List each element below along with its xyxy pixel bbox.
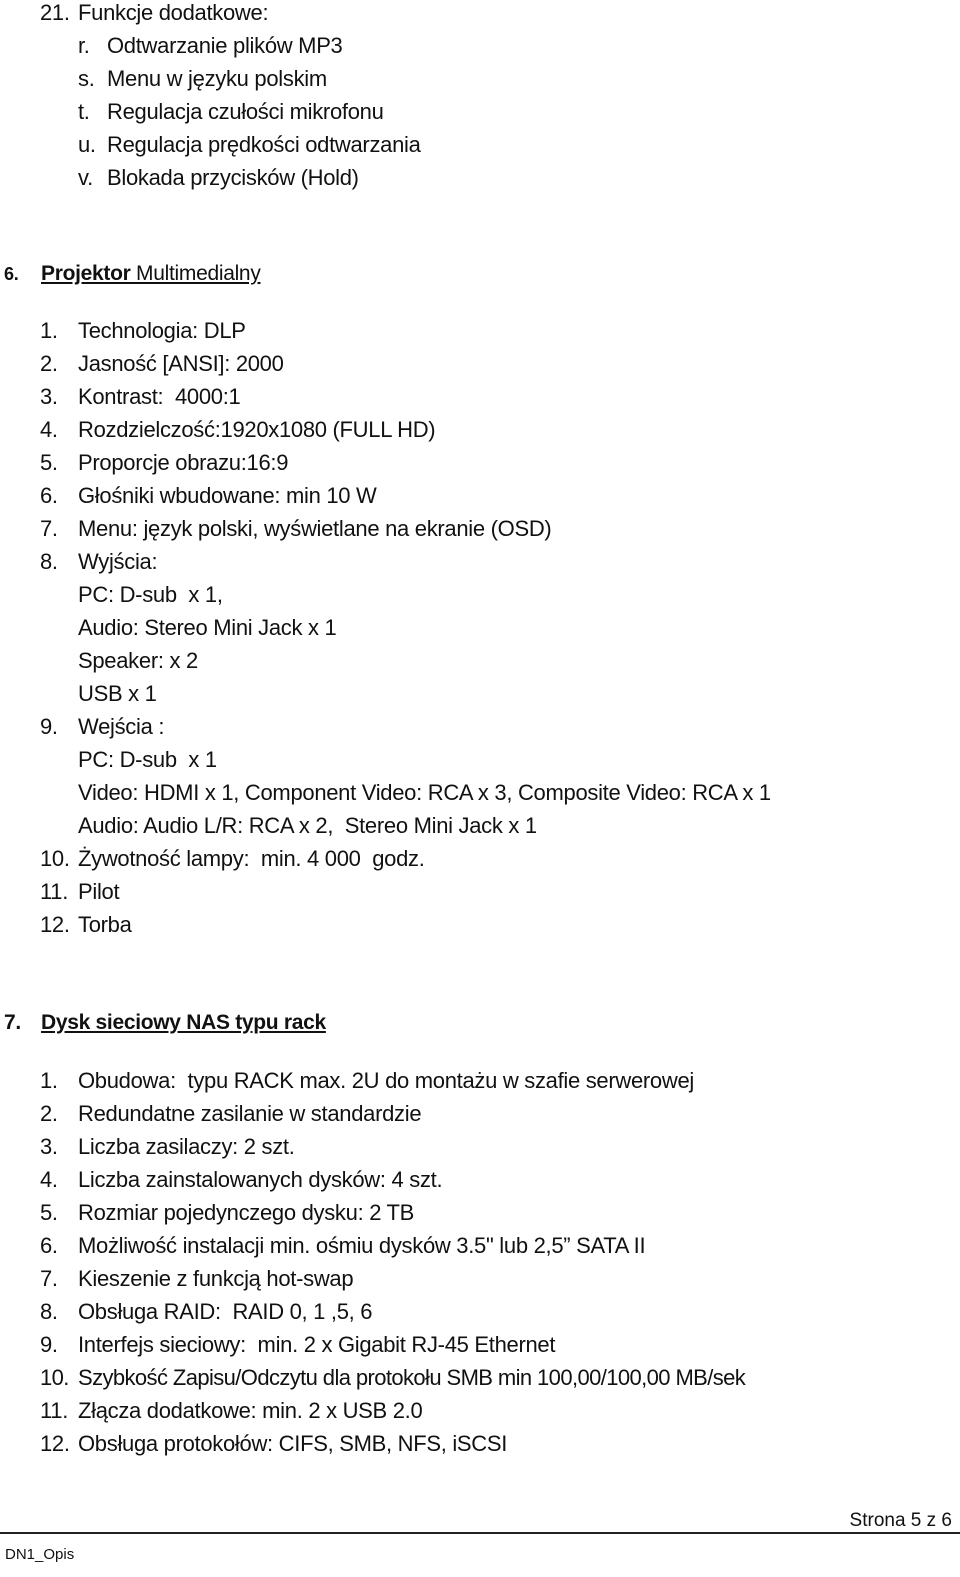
item-number: 4. [40,1167,58,1192]
item-text: Żywotność lampy: min. 4 000 godz. [78,846,425,871]
item-number: 7. [40,516,58,541]
item-text: Audio: Audio L/R: RCA x 2, Stereo Mini Jack x 1 [78,813,537,838]
section-number: 6. [4,264,19,284]
item-text: Głośniki wbudowane: min 10 W [78,483,377,508]
item-number: 11. [40,879,69,904]
item-text: Rozdzielczość:1920x1080 (FULL HD) [78,417,436,442]
item-text: Technologia: DLP [78,318,246,343]
item-number: 6. [40,483,58,508]
item-text: Menu: język polski, wyświetlane na ekranie (OSD) [78,516,552,541]
section-number: 7. [4,1011,21,1034]
item-number: 6. [40,1233,58,1258]
item-number: 3. [40,1134,58,1159]
item-number: 5. [40,1200,58,1225]
item-number: 2. [40,1101,58,1126]
item-number: 9. [40,1332,58,1357]
item-text: Możliwość instalacji min. ośmiu dysków 3.5" lub 2,5” SATA II [78,1233,646,1258]
item-text: Liczba zasilaczy: 2 szt. [78,1134,295,1159]
sub-item-letter: t. [78,99,90,124]
footer-divider [0,1532,960,1534]
item-text: Liczba zainstalowanych dysków: 4 szt. [78,1167,443,1192]
item-number: 3. [40,384,58,409]
item-number: 10. [40,846,70,871]
document-name: DN1_Opis [5,1546,75,1563]
item-number: 5. [40,450,58,475]
item-text: Obsługa protokołów: CIFS, SMB, NFS, iSCSI [78,1431,508,1456]
item-text: Interfejs sieciowy: min. 2 x Gigabit RJ-45 Ethernet [78,1332,556,1357]
item-text: USB x 1 [78,681,157,706]
item-number: 2. [40,351,58,376]
item-number: 4. [40,417,58,442]
item-text: Audio: Stereo Mini Jack x 1 [78,615,337,640]
item-text: Wyjścia: [78,549,158,574]
sub-item-letter: r. [78,33,90,58]
item-text: Torba [78,912,132,937]
item-number: 12. [40,912,70,937]
item-number: 8. [40,1299,58,1324]
item-text: Wejścia : [78,714,165,739]
item-text: Funkcje dodatkowe: [78,0,269,25]
item-number: 9. [40,714,58,739]
section-title [41,261,261,287]
page-number: Strona 5 z 6 [849,1510,952,1531]
item-text: Obsługa RAID: RAID 0, 1 ,5, 6 [78,1299,373,1324]
section-title: Dysk sieciowy NAS typu rack [41,1011,326,1034]
item-text: Pilot [78,879,120,904]
sub-item-letter: s. [78,66,95,91]
item-text: Video: HDMI x 1, Component Video: RCA x 3, Composite Video: RCA x 1 [78,780,771,805]
item-text: Kontrast: 4000:1 [78,384,241,409]
item-text: Obudowa: typu RACK max. 2U do montażu w szafie serwerowej [78,1068,694,1093]
item-number: 12. [40,1431,70,1456]
item-text: PC: D-sub x 1, [78,582,223,607]
item-number: 7. [40,1266,58,1291]
item-number: 11. [40,1398,69,1423]
item-text: PC: D-sub x 1 [78,747,217,772]
item-text: Szybkość Zapisu/Odczytu dla protokołu SMB min 100,00/100,00 MB/sek [78,1365,746,1390]
item-text: Rozmiar pojedynczego dysku: 2 TB [78,1200,415,1225]
item-text: Kieszenie z funkcją hot-swap [78,1266,354,1291]
sub-item-text: Menu w języku polskim [107,66,327,91]
item-text: Speaker: x 2 [78,648,198,673]
item-text: Proporcje obrazu:16:9 [78,450,289,475]
sub-item-text: Regulacja prędkości odtwarzania [107,132,421,157]
section-title-rest: Multimedialny [130,262,261,285]
item-text: Jasność [ANSI]: 2000 [78,351,284,376]
sub-item-letter: v. [78,165,93,190]
item-number: 8. [40,549,58,574]
sub-item-letter: u. [78,132,96,157]
item-number: 10. [40,1365,69,1390]
item-text: Redundatne zasilanie w standardzie [78,1101,422,1126]
section-title-bold: Projektor [41,262,131,285]
item-number: 21. [40,0,70,25]
sub-item-text: Odtwarzanie plików MP3 [107,33,343,58]
item-number: 1. [40,1068,58,1093]
sub-item-text: Blokada przycisków (Hold) [107,165,359,190]
item-text: Złącza dodatkowe: min. 2 x USB 2.0 [78,1398,423,1423]
sub-item-text: Regulacja czułości mikrofonu [107,99,384,124]
item-number: 1. [40,318,58,343]
